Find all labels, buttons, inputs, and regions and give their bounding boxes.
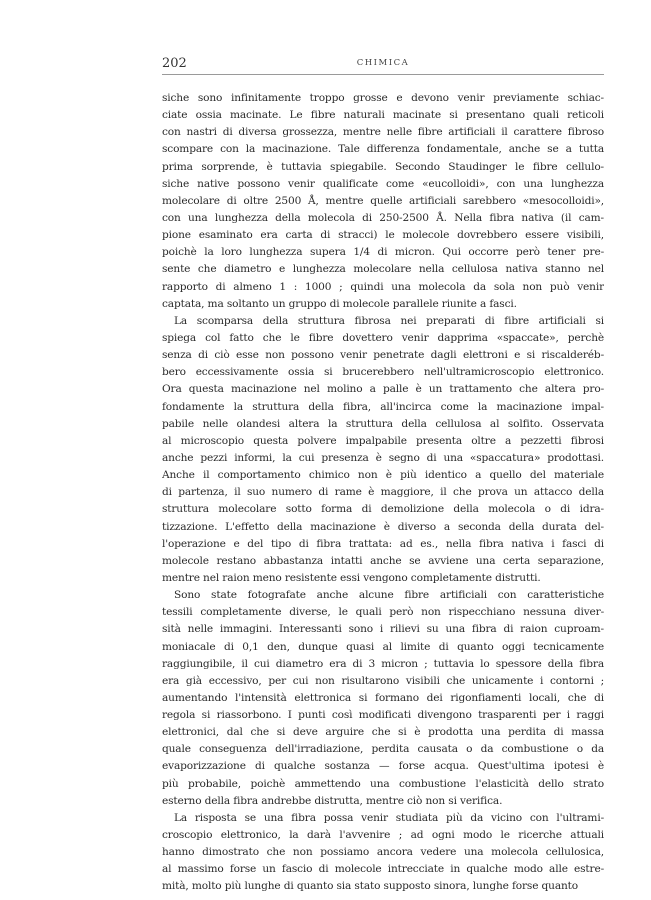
text-line: La risposta se una fibra possa venir studiata più da vicino con l'ultrami- [174,811,604,824]
paragraph [162,90,604,313]
text-line: elettronici, dal che si deve arguire che si è prodotta una perdita di massa [162,726,604,739]
text-line: senza di ciò esse non possono venir penetrate dagli elettroni e si riscalderéb- [162,349,604,362]
text-line: evaporizzazione di qualche sostanza — forse acqua. Quest'ultima ipotesi è [162,760,604,773]
text-line: spiega col fatto che le fibre dovettero venir dapprima «spaccate», perchè [162,331,604,344]
text-line: anche pezzi informi, la cui presenza è segno di una «spaccatura» prodottasi. [162,451,604,464]
text-line: tizzazione. L'effetto della macinazione è diverso a seconda della durata del- [162,520,604,533]
paragraph [162,587,604,810]
text-line: regola si riassorbono. I punti così modificati divengono trasparenti per i raggi [162,709,604,722]
text-line: siche sono infinitamente troppo grosse e devono venir previamente schiac- [162,92,604,104]
text-line: pione esaminato era carta di stracci) le molecole dovrebbero essere visibili, [162,229,604,242]
text-line: sente che diametro e lunghezza molecolare nella cellulosa nativa stanno nel [162,263,604,276]
text-line: di partenza, il suo numero di rame è maggiore, il che prova un attacco della [162,486,604,499]
paragraph [162,313,604,587]
text-line: molecole restano abbastanza intatti anche se avviene una certa separazione, [162,554,604,567]
text-line: rapporto di almeno 1 : 1000 ; quindi una molecola da sola non può venir [162,280,604,293]
running-head: CHIMICA [356,58,410,68]
text-line: La scomparsa della struttura fibrosa nei preparati di fibre artificiali si [174,314,604,327]
text-line: molecolare di oltre 2500 Å, mentre quelle artificiali sarebbero «mesocolloidi», [162,194,604,207]
text-line: Sono state fotografate anche alcune fibre artificiali con caratteristiche [174,589,604,602]
text-line: siche native possono venir qualificate come «eucolloidi», con una lunghezza [162,177,604,190]
text-line: tessili completamente diverse, le quali però non rispecchiano nessuna diver- [162,606,604,619]
text-line: sità nelle immagini. Interessanti sono i rilievi su una fibra di raion cuproam- [162,623,604,636]
body-text [162,90,604,896]
text-line: moniacale di 0,1 den, dunque quasi al limite di quanto oggi tecnicamente [162,640,604,653]
text-line: mentre nel raion meno resistente essi vengono completamente distrutti. [162,571,541,584]
text-line: mità, molto più lunghe di quanto sia stato supposto sinora, lunghe forse quanto [162,880,579,893]
text-line: al microscopio questa polvere impalpabile presenta oltre a pezzetti fibrosi [162,434,604,447]
text-line: fondamente la struttura della fibra, all'incirca come la macinazione impal- [162,400,604,413]
text-line: Ora questa macinazione nel molino a palle è un trattamento che altera pro- [162,383,604,396]
text-line: captata, ma soltanto un gruppo di molecole parallele riunite a fasci. [162,297,517,310]
text-line: aumentando l'intensità elettronica si formano dei rigonfiamenti locali, che di [162,691,604,704]
text-line: più probabile, poichè ammettendo una combustione l'elasticità dello strato [162,777,604,790]
text-line: esterno della fibra andrebbe distrutta, mentre ciò non si verifica. [162,794,503,807]
text-line: ciate ossia macinate. Le fibre naturali macinate si presentano quali reticoli [162,109,604,122]
text-line: prima sorprende, è tuttavia spiegabile. Secondo Staudinger le fibre cellulo- [162,160,604,173]
text-line: struttura molecolare sotto forma di demolizione della molecola o di idra- [162,503,604,516]
text-line: Anche il comportamento chimico non è più identico a quello del materiale [162,469,604,482]
text-line: con una lunghezza della molecola di 250-2500 Å. Nella fibra nativa (il cam- [162,211,604,224]
page-number: 202 [162,56,187,71]
text-line: quale conseguenza dell'irradiazione, perdita causata o da combustione o da [162,743,604,756]
paragraph [162,810,604,896]
text-line: poichè la loro lunghezza supera 1/4 di micron. Qui occorre però tener pre- [162,246,604,259]
text-line: hanno dimostrato che non possiamo ancora vedere una molecola cellulosica, [162,846,604,859]
text-line: bero eccessivamente ossia si brucerebbero nell'ultramicroscopio elettronico. [162,366,604,379]
text-line: scompare con la macinazione. Tale differenza fondamentale, anche se a tutta [162,143,604,156]
header-rule [162,74,604,75]
page-header [162,56,604,72]
text-line: con nastri di diversa grossezza, mentre nelle fibre artificiali il carattere fibroso [162,126,604,139]
text-line: al massimo forse un fascio di molecole intrecciate in qualche modo alle estre- [162,863,604,876]
text-line: l'operazione e del tipo di fibra trattata: ad es., nella fibra nativa i fasci di [162,537,604,550]
text-line: era già eccessivo, per cui non risultarono visibili che unicamente i contorni ; [162,674,604,687]
text-line: croscopio elettronico, la darà l'avvenire ; ad ogni modo le ricerche attuali [162,829,604,842]
text-line: raggiungibile, il cui diametro era di 3 micron ; tuttavia lo spessore della fibra [162,657,604,670]
text-line: pabile nelle olandesi altera la struttura della cellulosa al solfito. Osservata [162,417,604,430]
